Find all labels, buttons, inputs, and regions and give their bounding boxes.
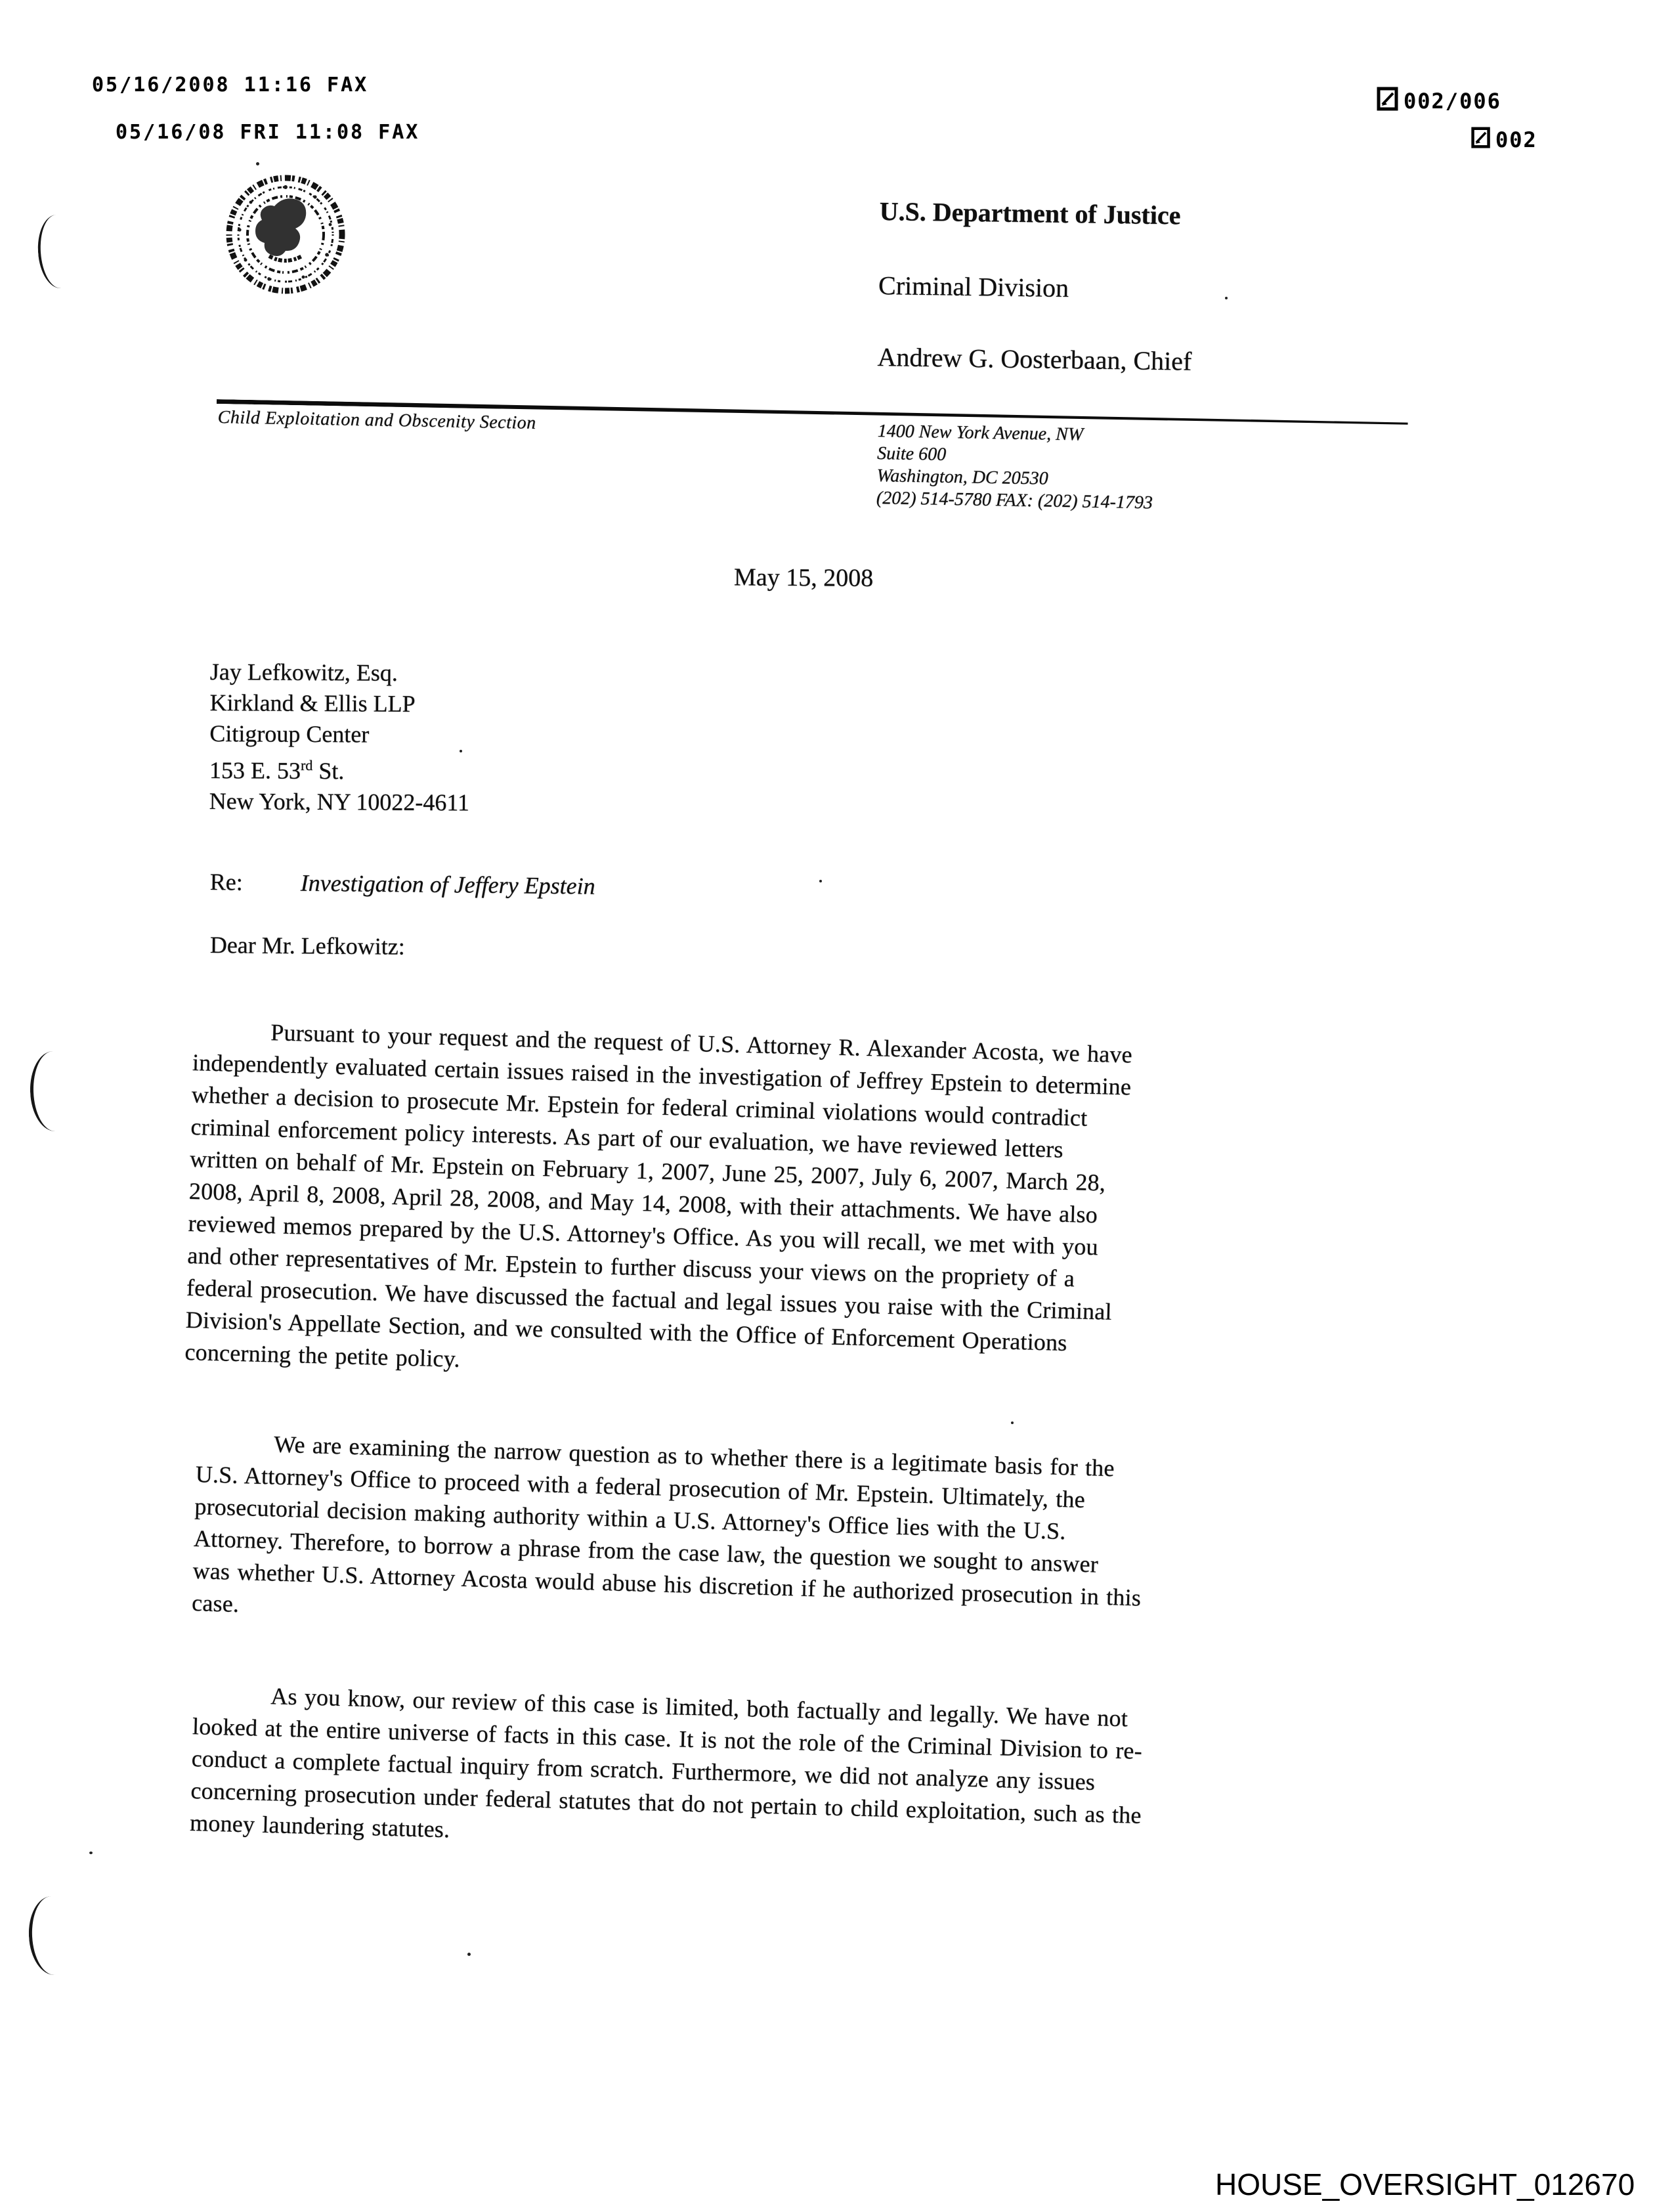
fax-page-icon xyxy=(1470,126,1492,153)
page-curl-mark xyxy=(29,1051,79,1132)
scan-speck xyxy=(460,750,462,752)
street-number: 153 E. 53 xyxy=(209,756,301,784)
body-paragraph-1: Pursuant to your request and the request of U.S. Attorney R. Alexander Acosta, we have independently evaluated certain issues raised in the investigation of Jeffrey Epstein to determine whether a decision to prosecute Mr. Epstein for federal criminal violations would contradict criminal enforcement policy interests. As part of our evaluation, we have reviewed letters written on behalf of Mr. Epstein on February 1, 2007, June 25, 2007, July 6, 2007, March 28, 2008, April 8, 2008, April 28, 2008, and May 14, 2008, with their attachments. We have also reviewed memos prepared by the U.S. Attorney's Office. As you will recall, we met with you and other representatives of Mr. Epstein to further discuss your views on the propriety of a federal prosecution. We have discussed the factual and legal issues you raise with the Criminal Division's Appellate Section, and we consulted with the Office of Enforcement Operations concerning the petite policy. xyxy=(184,1019,1133,1372)
letterhead-chief: Andrew G. Oosterbaan, Chief xyxy=(877,341,1192,376)
letterhead-division: Criminal Division xyxy=(878,270,1069,303)
scan-speck xyxy=(1225,297,1228,299)
fax-timestamp-line-2: 05/16/08 FRI 11:08 FAX xyxy=(116,121,420,144)
street-rest: St. xyxy=(312,757,345,785)
page-curl-mark xyxy=(27,1895,79,1976)
recipient-building: Citigroup Center xyxy=(209,720,370,748)
scan-speck xyxy=(467,1953,471,1956)
recipient-firm: Kirkland & Ellis LLP xyxy=(209,689,416,717)
fax-page-counter-group xyxy=(1376,86,1501,116)
letter-date: May 15, 2008 xyxy=(733,563,874,592)
letterhead-right-column xyxy=(877,196,1193,377)
body-paragraph-2: We are examining the narrow question as to whether there is a legitimate basis for the U.S. Attorney's Office to proceed with a federal prosecution of Mr. Epstein. Ultimately, the prosecutorial decision making authority within a U.S. Attorney's Office lies with the U.S. Attorney. Therefore, to borrow a phrase from the case law, the question we sought to answer was whether U.S. Attorney Acosta would abuse his discretion if he authorized prosecution in this case. xyxy=(191,1431,1142,1617)
fax-page-counter: 002/006 xyxy=(1404,88,1501,114)
letterhead-section: Child Exploitation and Obscenity Section xyxy=(217,407,536,433)
scan-speck xyxy=(89,1852,93,1854)
bates-number: HOUSE_OVERSIGHT_012670 xyxy=(1215,2167,1635,2201)
recipient-street xyxy=(209,749,470,787)
salutation: Dear Mr. Lefkowitz: xyxy=(209,932,405,960)
fax-page-number: 002 xyxy=(1495,127,1537,152)
letterhead-address: 1400 New York Avenue, NW Suite 600 Washington, DC 20530 (202) 514-5780 FAX: (202) 514-1793 xyxy=(876,420,1153,513)
fax-page-number-group xyxy=(1470,126,1537,153)
recipient-block xyxy=(209,657,471,818)
re-subject: Investigation of Jeffery Epstein xyxy=(300,869,595,900)
recipient-name: Jay Lefkowitz, Esq. xyxy=(209,658,398,686)
recipient-city: New York, NY 10022-4611 xyxy=(209,787,470,816)
scan-speck xyxy=(819,880,822,882)
body-paragraph-3: As you know, our review of this case is limited, both factually and legally. We have not looked at the entire universe of facts in this case. It is not the role of the Criminal Division to re- conduct a complete factual inquiry from scratch. Furthermore, we did not analyze any issues concerning prosecution under federal statutes that do not pertain to child exploitation, such as the money laundering statutes. xyxy=(189,1683,1143,1843)
fax-timestamp-line-1: 05/16/2008 11:16 FAX xyxy=(92,74,369,97)
doj-seal-icon xyxy=(223,172,348,297)
scan-speck xyxy=(256,162,259,165)
re-label: Re: xyxy=(209,868,243,896)
fax-page-icon xyxy=(1376,86,1400,116)
re-line xyxy=(210,868,595,900)
street-ordinal: rd xyxy=(300,756,313,773)
page-curl-mark xyxy=(35,213,81,290)
letterhead-agency: U.S. Department of Justice xyxy=(879,196,1181,230)
scan-speck xyxy=(1011,1421,1014,1424)
